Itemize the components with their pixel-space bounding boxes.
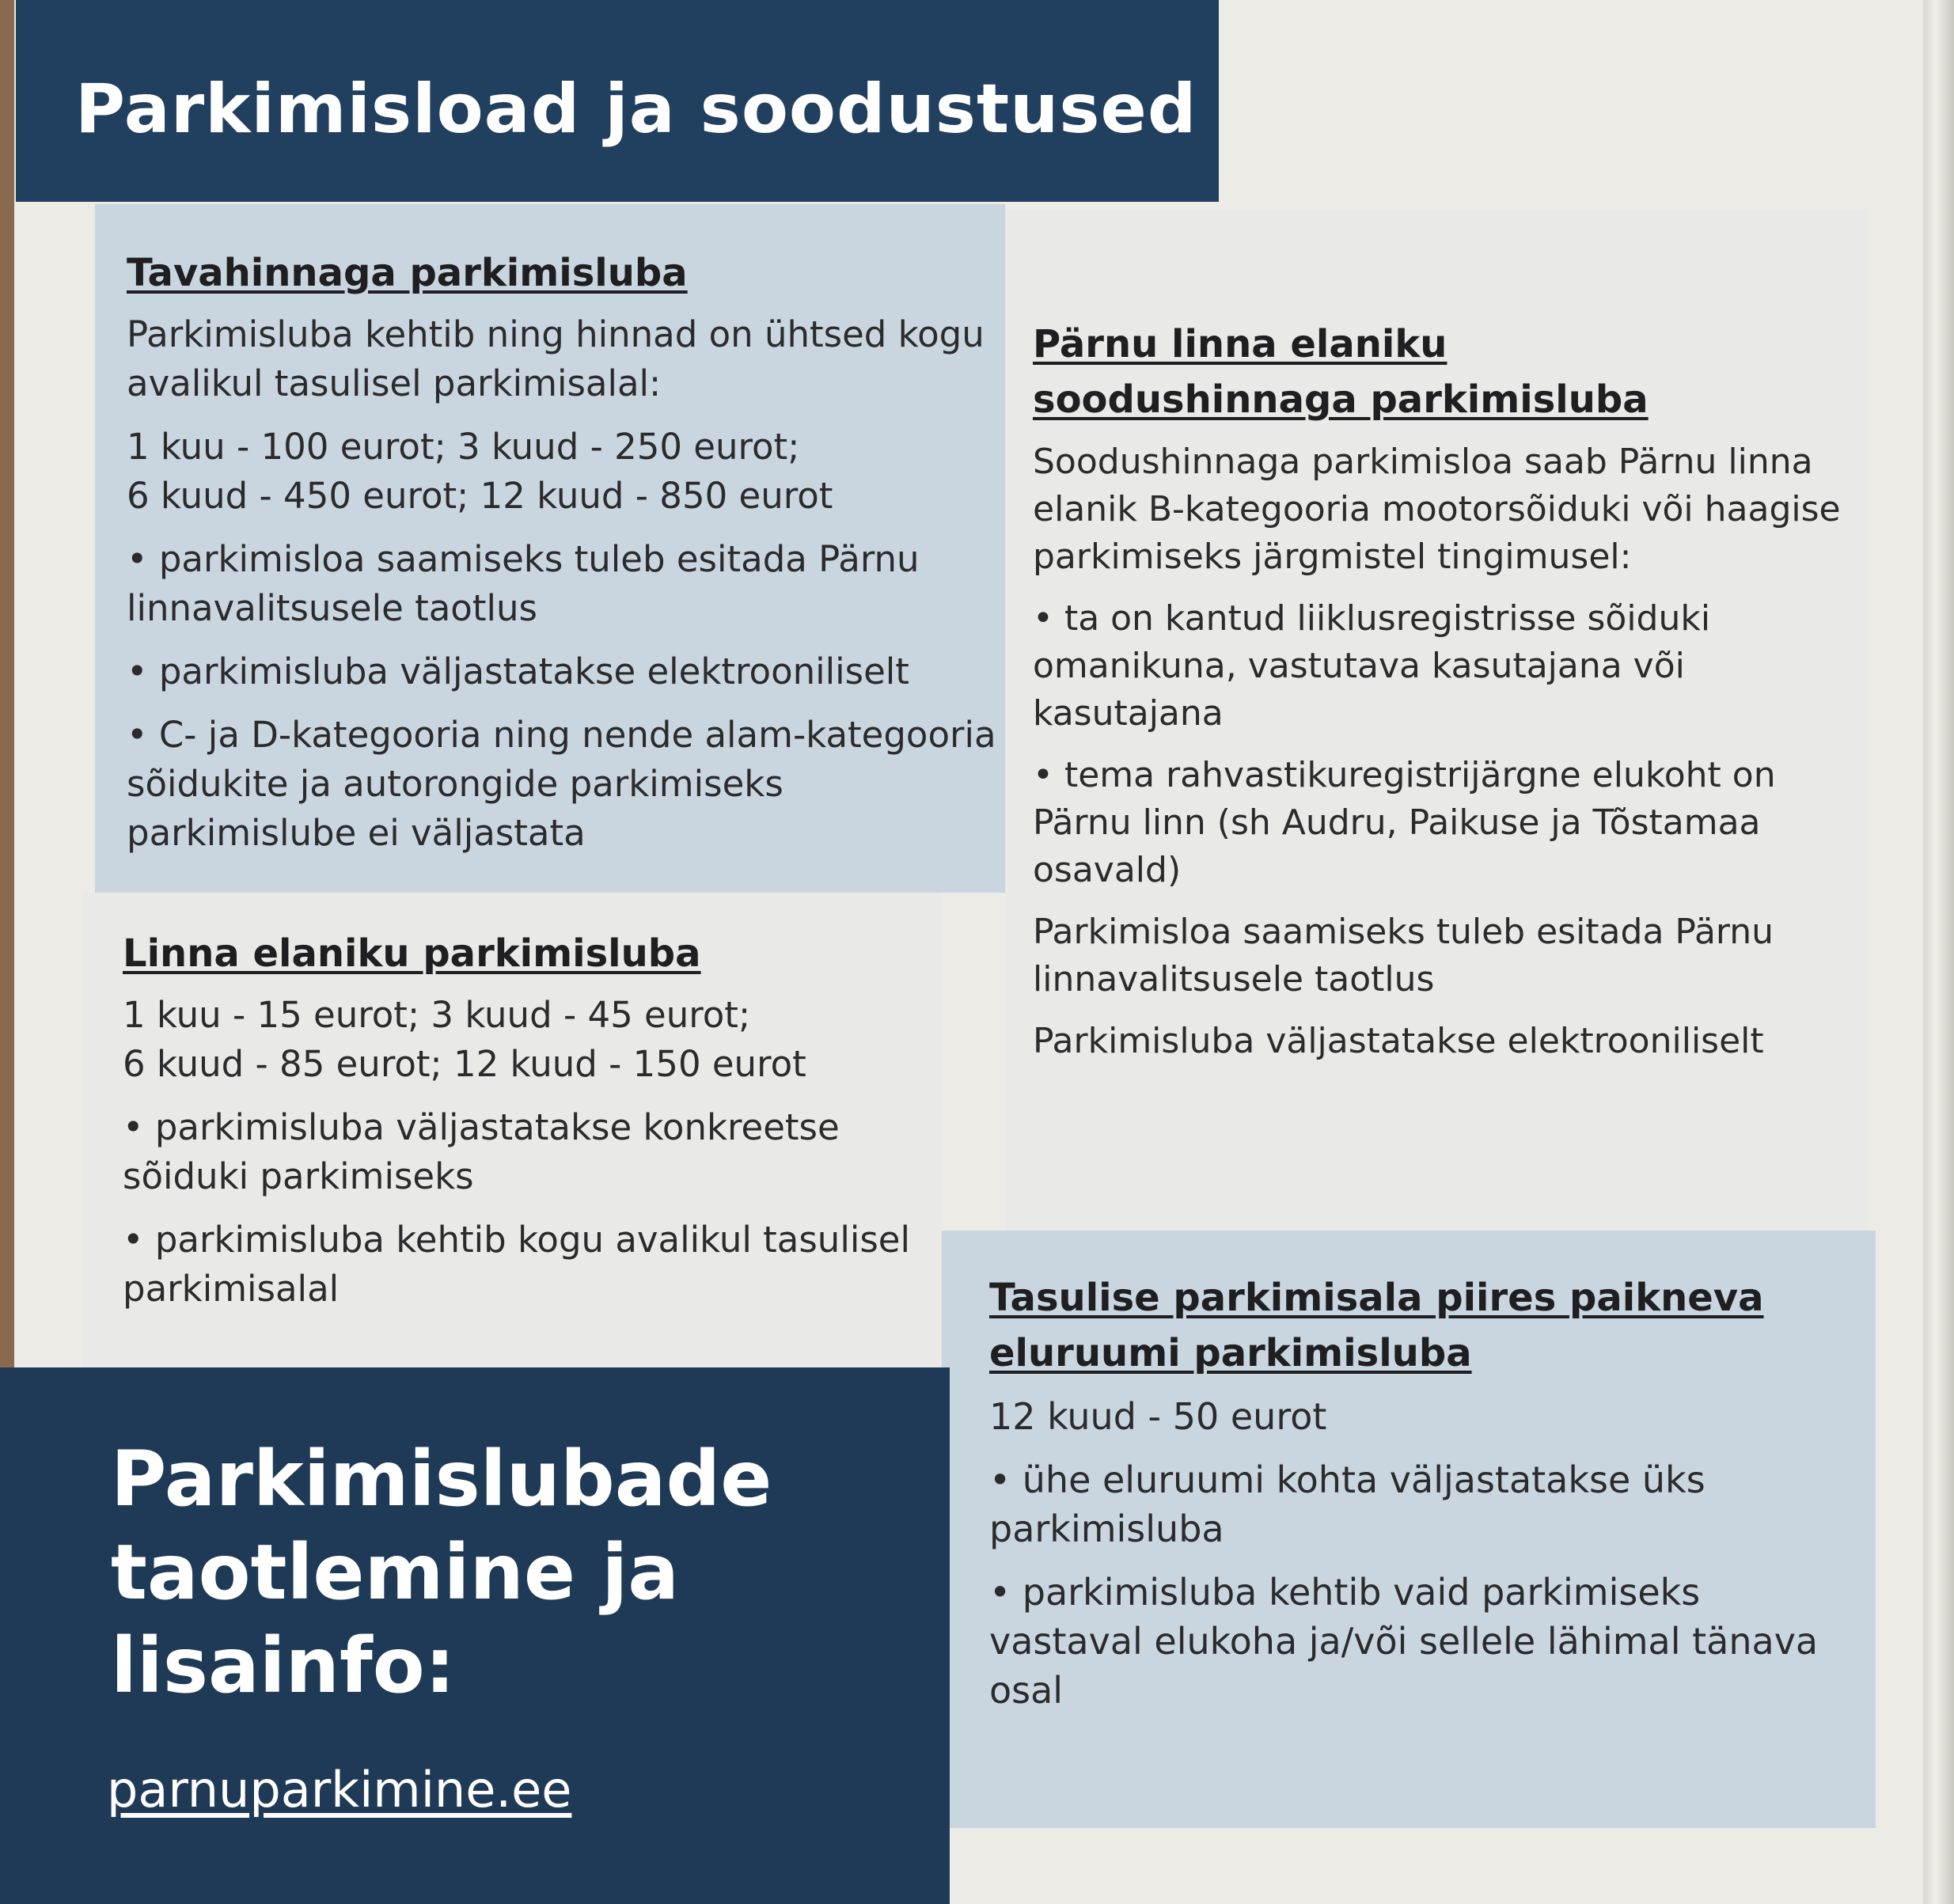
website-link[interactable]: parnuparkimine.ee [107,1761,572,1819]
discount-permit-section [1033,317,1860,1079]
page-right-edge [1923,0,1954,1904]
resident-permit-bullet: • parkimisluba väljastatakse konkreetse sõiduki parkimiseks [123,1106,840,1197]
discount-permit-note-electronic: Parkimisluba väljastatakse elektrooniliselt [1033,1021,1764,1061]
info-title-line-1: Parkimislubade [111,1435,772,1523]
info-title-line-3: lisainfo: [111,1621,456,1710]
info-title [111,1432,772,1712]
resident-permit-title: Linna elaniku parkimisluba [123,931,701,976]
dwelling-permit-title-line-2: eluruumi parkimisluba [989,1331,1472,1375]
regular-permit-section [127,245,997,872]
regular-permit-bullet: • parkimisloa saamiseks tuleb esitada Pärnu linnavalitsusele taotlus [127,538,920,629]
discount-permit-bullet: • ta on kantud liiklusregistrisse sõiduki omanikuna, vastutava kasutajana või kasutajana [1033,598,1711,734]
info-title-line-2: taotlemine ja [111,1528,680,1617]
regular-permit-bullet: • C- ja D-kategooria ning nende alam-kategooria sõidukite ja autorongide parkimiseks parkimislube ei väljastata [127,714,996,854]
discount-permit-note-application: Parkimisloa saamiseks tuleb esitada Pärnu linnavalitsusele taotlus [1033,912,1774,999]
regular-permit-prices-line-2: 6 kuud - 450 eurot; 12 kuud - 850 eurot [127,475,833,517]
regular-permit-bullet: • parkimisluba väljastatakse elektrooniliselt [127,650,909,692]
discount-permit-intro: Soodushinnaga parkimisloa saab Pärnu linna elanik B-kategooria mootorsõiduki või haagise parkimiseks järgmistel tingimusel: [1033,442,1841,577]
resident-permit-prices-line-1: 1 kuu - 15 eurot; 3 kuud - 45 eurot; [123,994,751,1036]
dwelling-permit-price: 12 kuud - 50 eurot [989,1395,1327,1438]
regular-permit-intro: Parkimisluba kehtib ning hinnad on ühtsed kogu avalikul tasulisel parkimisalal: [127,313,985,404]
dwelling-permit-title-line-1: Tasulise parkimisala piires paikneva [989,1276,1764,1320]
resident-permit-section [123,926,934,1328]
resident-permit-bullet: • parkimisluba kehtib kogu avalikul tasulisel parkimisalal [123,1219,910,1310]
dwelling-permit-section [989,1270,1860,1729]
regular-permit-title: Tavahinnaga parkimisluba [127,251,688,295]
page-title: Parkimisload ja soodustused [75,70,1197,149]
dwelling-permit-bullet: • parkimisluba kehtib vaid parkimiseks vastaval elukoha ja/või sellele lähimal tänava osal [989,1571,1819,1712]
discount-permit-title-line-2: soodushinnaga parkimisluba [1033,377,1649,422]
dwelling-permit-bullet: • ühe eluruumi kohta väljastatakse üks parkimisluba [989,1458,1705,1550]
discount-permit-title-line-1: Pärnu linna elaniku [1033,322,1447,366]
regular-permit-prices-line-1: 1 kuu - 100 eurot; 3 kuud - 250 eurot; [127,426,800,468]
resident-permit-prices-line-2: 6 kuud - 85 eurot; 12 kuud - 150 eurot [123,1043,806,1085]
discount-permit-bullet: • tema rahvastikuregistrijärgne elukoht on Pärnu linn (sh Audru, Paikuse ja Tõstamaa osavald) [1033,755,1776,890]
